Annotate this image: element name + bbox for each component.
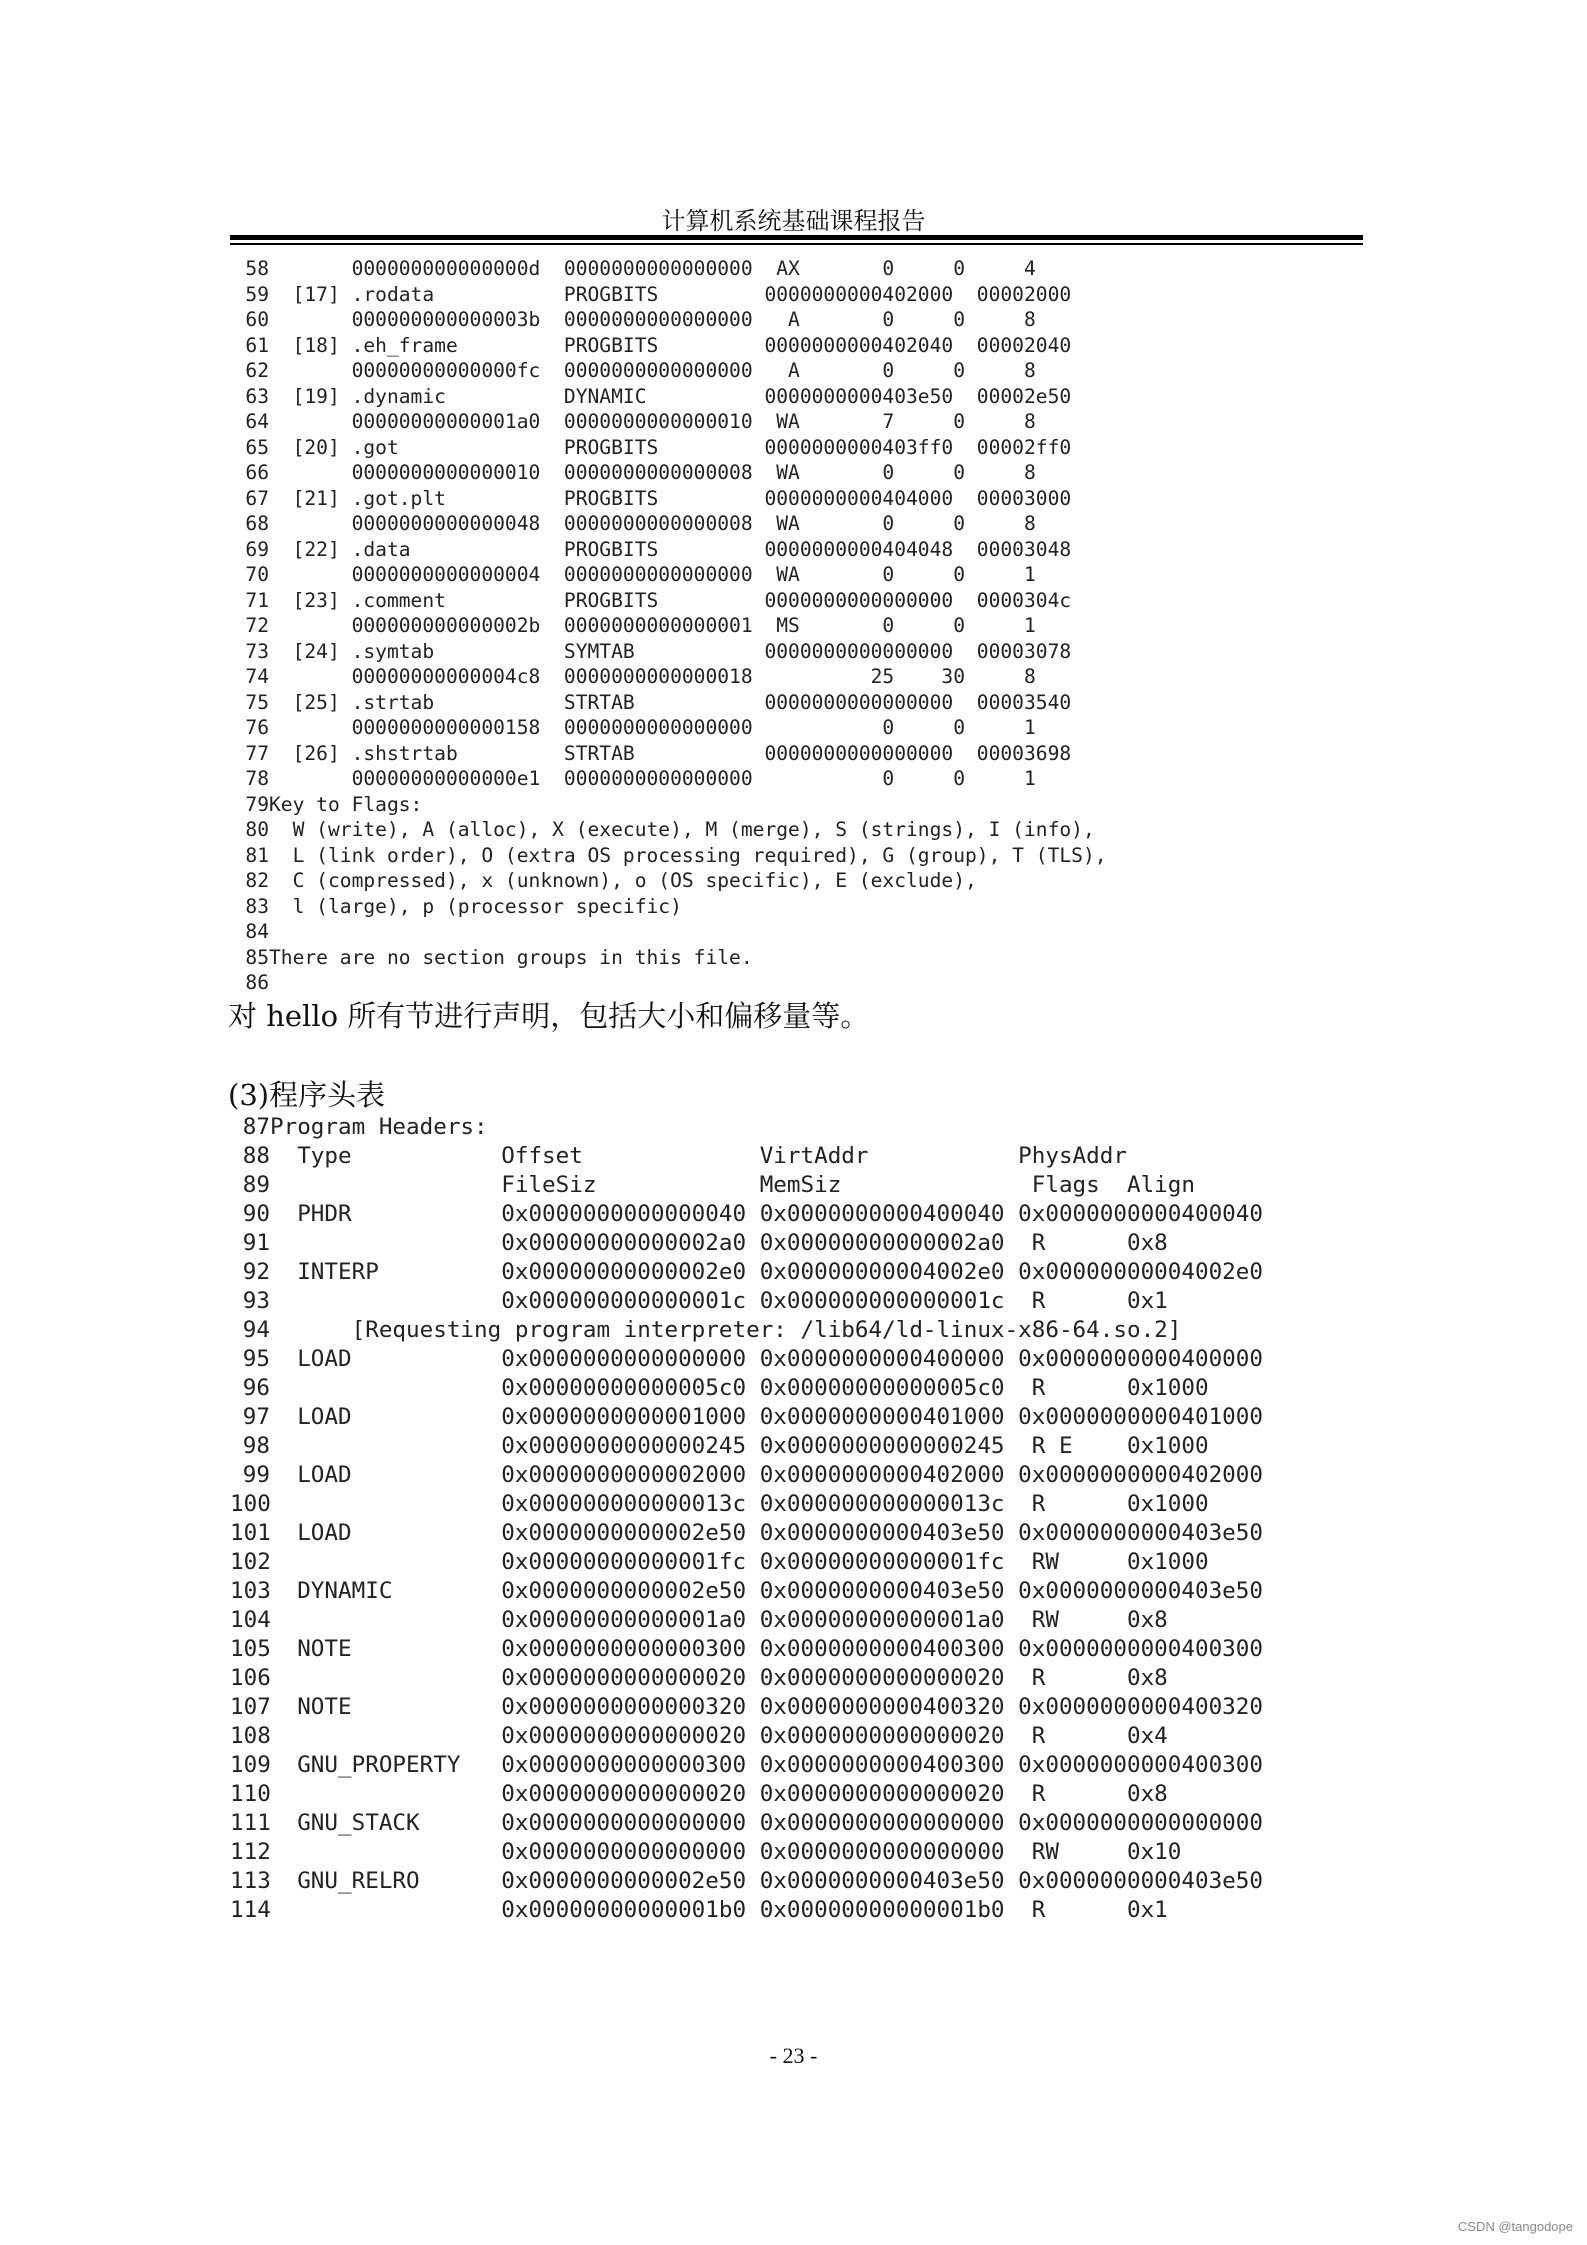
- line-number: 68: [245, 512, 269, 535]
- section-headers-code-block: [241, 256, 1107, 996]
- code-line: [241, 639, 1107, 665]
- code-text: Program Headers:: [270, 1114, 488, 1140]
- code-line: [230, 1432, 1263, 1461]
- line-number: 81: [245, 843, 269, 867]
- line-number: 69: [245, 537, 269, 561]
- code-text: 0x0000000000000020 0x0000000000000020 R 0x4: [270, 1723, 1168, 1749]
- code-text: GNU_RELRO 0x0000000000002e50 0x0000000000403e50 0x0000000000403e50: [270, 1868, 1263, 1894]
- code-text: 000000000000002b 0000000000000001 MS 0 0 1: [269, 614, 1036, 637]
- code-text: Key to Flags:: [269, 792, 423, 816]
- line-number: 92: [242, 1259, 270, 1285]
- code-line: [241, 894, 1107, 920]
- code-line: [230, 1867, 1263, 1896]
- line-number: 71: [245, 588, 269, 612]
- line-number: 82: [245, 869, 269, 892]
- line-number: 102: [230, 1549, 271, 1575]
- code-line: [241, 792, 1107, 818]
- code-text: [Requesting program interpreter: /lib64/ld-linux-x86-64.so.2]: [270, 1317, 1182, 1343]
- header-rule-thick: [230, 235, 1363, 240]
- code-text: 0x000000000000013c 0x000000000000013c R 0x1000: [270, 1491, 1209, 1517]
- code-text: NOTE 0x0000000000000300 0x0000000000400300 0x0000000000400300: [270, 1636, 1263, 1662]
- code-line: [241, 741, 1107, 767]
- line-number: 59: [245, 282, 269, 306]
- code-line: [241, 817, 1107, 843]
- line-number: 76: [245, 716, 269, 739]
- code-text: 0x0000000000000020 0x0000000000000020 R 0x8: [270, 1665, 1168, 1691]
- line-number: 90: [242, 1201, 270, 1227]
- line-number: 75: [245, 690, 269, 714]
- code-line: [230, 1548, 1263, 1577]
- line-number: 64: [245, 410, 269, 433]
- line-number: 106: [230, 1665, 271, 1691]
- code-text: LOAD 0x0000000000002e50 0x0000000000403e50 0x0000000000403e50: [270, 1520, 1263, 1546]
- line-number: 58: [245, 257, 269, 280]
- code-line: [230, 1635, 1263, 1664]
- line-number: 109: [230, 1752, 271, 1778]
- code-line: [230, 1838, 1263, 1867]
- page-number: - 23 -: [769, 2043, 818, 2068]
- code-line: [241, 358, 1107, 384]
- paragraph-section-description: 对 hello 所有节进行声明，包括大小和偏移量等。: [228, 999, 870, 1033]
- code-text: 0x0000000000000000 0x0000000000000000 RW 0x10: [270, 1839, 1182, 1865]
- code-line: [241, 511, 1107, 537]
- line-number: 63: [245, 384, 269, 408]
- line-number: 112: [230, 1839, 271, 1865]
- code-text: 00000000000000e1 0000000000000000 0 0 1: [269, 767, 1036, 790]
- code-text: [24] .symtab SYMTAB 0000000000000000 00003078: [269, 639, 1072, 663]
- line-number: 110: [230, 1781, 271, 1807]
- code-line: [241, 282, 1107, 308]
- line-number: 77: [245, 741, 269, 765]
- code-line: [230, 1142, 1263, 1171]
- code-text: 000000000000003b 0000000000000000 A 0 0 8: [269, 308, 1036, 331]
- code-line: [230, 1316, 1263, 1345]
- line-number: 108: [230, 1723, 271, 1749]
- code-line: [241, 970, 1107, 996]
- line-number: 96: [242, 1375, 270, 1401]
- code-line: [241, 664, 1107, 690]
- code-line: [241, 333, 1107, 359]
- code-line: [230, 1664, 1263, 1693]
- code-line: [230, 1171, 1263, 1200]
- code-line: [241, 945, 1107, 971]
- code-text: LOAD 0x0000000000002000 0x0000000000402000 0x0000000000402000: [270, 1462, 1263, 1488]
- code-text: GNU_PROPERTY 0x0000000000000300 0x0000000000400300 0x0000000000400300: [270, 1752, 1263, 1778]
- code-text: 0x00000000000005c0 0x00000000000005c0 R 0x1000: [270, 1375, 1209, 1401]
- line-number: 95: [242, 1346, 270, 1372]
- code-text: PHDR 0x0000000000000040 0x0000000000400040 0x0000000000400040: [270, 1201, 1263, 1227]
- code-text: C (compressed), x (unknown), o (OS specific), E (exclude),: [269, 869, 977, 892]
- code-line: [230, 1693, 1263, 1722]
- code-text: 0000000000000158 0000000000000000 0 0 1: [269, 716, 1036, 739]
- code-text: LOAD 0x0000000000001000 0x0000000000401000 0x0000000000401000: [270, 1404, 1263, 1430]
- line-number: 73: [245, 639, 269, 663]
- code-text: 0x0000000000000245 0x0000000000000245 R E 0x1000: [270, 1433, 1209, 1459]
- code-line: [230, 1722, 1263, 1751]
- line-number: 84: [245, 920, 269, 943]
- line-number: 89: [242, 1172, 270, 1198]
- code-text: [18] .eh_frame PROGBITS 0000000000402040 00002040: [269, 333, 1072, 357]
- line-number: 72: [245, 614, 269, 637]
- line-number: 62: [245, 359, 269, 382]
- line-number: 74: [245, 665, 269, 688]
- line-number: 111: [230, 1810, 271, 1836]
- code-line: [241, 384, 1107, 410]
- code-line: [241, 843, 1107, 869]
- program-headers-code-block: [230, 1113, 1263, 1925]
- code-text: 00000000000001a0 0000000000000010 WA 7 0 8: [269, 410, 1036, 433]
- code-text: 0x000000000000001c 0x000000000000001c R 0x1: [270, 1288, 1168, 1314]
- code-line: [241, 690, 1107, 716]
- code-text: There are no section groups in this file.: [269, 945, 753, 969]
- page-header-title: 计算机系统基础课程报告: [661, 207, 926, 235]
- code-text: [26] .shstrtab STRTAB 0000000000000000 00003698: [269, 741, 1072, 765]
- code-line: [230, 1113, 1263, 1142]
- line-number: 98: [242, 1433, 270, 1459]
- line-number: 93: [242, 1288, 270, 1314]
- code-text: 0x00000000000001fc 0x00000000000001fc RW 0x1000: [270, 1549, 1209, 1575]
- code-line: [241, 919, 1107, 945]
- line-number: 61: [245, 333, 269, 357]
- line-number: 86: [245, 971, 269, 994]
- line-number: 104: [230, 1607, 271, 1633]
- header-rule-thin: [230, 243, 1363, 245]
- code-text: DYNAMIC 0x0000000000002e50 0x0000000000403e50 0x0000000000403e50: [270, 1578, 1263, 1604]
- line-number: 83: [245, 894, 269, 918]
- line-number: 70: [245, 563, 269, 586]
- code-line: [230, 1403, 1263, 1432]
- code-line: [230, 1751, 1263, 1780]
- code-line: [230, 1490, 1263, 1519]
- code-line: [230, 1461, 1263, 1490]
- code-line: [241, 409, 1107, 435]
- code-line: [230, 1374, 1263, 1403]
- line-number: 88: [242, 1143, 270, 1169]
- line-number: 103: [230, 1578, 271, 1604]
- code-line: [241, 486, 1107, 512]
- code-text: NOTE 0x0000000000000320 0x0000000000400320 0x0000000000400320: [270, 1694, 1263, 1720]
- line-number: 85: [245, 945, 269, 969]
- code-text: 0x00000000000001b0 0x00000000000001b0 R 0x1: [270, 1897, 1168, 1923]
- code-line: [230, 1287, 1263, 1316]
- code-text: [19] .dynamic DYNAMIC 0000000000403e50 00002e50: [269, 384, 1072, 408]
- code-text: 0x0000000000000020 0x0000000000000020 R 0x8: [270, 1781, 1168, 1807]
- line-number: 94: [242, 1317, 270, 1343]
- code-text: [21] .got.plt PROGBITS 0000000000404000 00003000: [269, 486, 1072, 510]
- code-line: [241, 766, 1107, 792]
- line-number: 91: [242, 1230, 270, 1256]
- code-line: [241, 256, 1107, 282]
- code-line: [241, 460, 1107, 486]
- code-text: 0000000000000048 0000000000000008 WA 0 0 8: [269, 512, 1036, 535]
- line-number: 79: [245, 792, 269, 816]
- line-number: 105: [230, 1636, 271, 1662]
- code-text: 0x00000000000002a0 0x00000000000002a0 R 0x8: [270, 1230, 1168, 1256]
- code-line: [241, 537, 1107, 563]
- code-text: LOAD 0x0000000000000000 0x0000000000400000 0x0000000000400000: [270, 1346, 1263, 1372]
- heading-program-headers: (3)程序头表: [228, 1078, 386, 1112]
- line-number: 114: [230, 1897, 271, 1923]
- code-line: [230, 1519, 1263, 1548]
- code-line: [241, 562, 1107, 588]
- line-number: 65: [245, 435, 269, 459]
- line-number: 78: [245, 767, 269, 790]
- code-text: 0000000000000010 0000000000000008 WA 0 0 8: [269, 461, 1036, 484]
- code-text: L (link order), O (extra OS processing required), G (group), T (TLS),: [269, 843, 1107, 867]
- code-line: [230, 1809, 1263, 1838]
- code-line: [230, 1896, 1263, 1925]
- code-text: 0x00000000000001a0 0x00000000000001a0 RW 0x8: [270, 1607, 1168, 1633]
- code-text: Type Offset VirtAddr PhysAddr: [270, 1143, 1127, 1169]
- code-line: [230, 1780, 1263, 1809]
- code-text: [20] .got PROGBITS 0000000000403ff0 00002ff0: [269, 435, 1072, 459]
- line-number: 101: [230, 1520, 271, 1546]
- code-text: INTERP 0x00000000000002e0 0x00000000004002e0 0x00000000004002e0: [270, 1259, 1263, 1285]
- code-text: 00000000000004c8 0000000000000018 25 30 8: [269, 665, 1036, 688]
- line-number: 60: [245, 308, 269, 331]
- code-line: [241, 435, 1107, 461]
- watermark: CSDN @tangodope: [1457, 2219, 1573, 2234]
- code-line: [230, 1258, 1263, 1287]
- code-text: [25] .strtab STRTAB 0000000000000000 00003540: [269, 690, 1072, 714]
- code-text: [22] .data PROGBITS 0000000000404048 00003048: [269, 537, 1072, 561]
- code-text: [23] .comment PROGBITS 0000000000000000 0000304c: [269, 588, 1072, 612]
- line-number: 97: [242, 1404, 270, 1430]
- line-number: 87: [242, 1114, 270, 1140]
- code-line: [230, 1200, 1263, 1229]
- code-text: 0000000000000004 0000000000000000 WA 0 0 1: [269, 563, 1036, 586]
- code-text: 000000000000000d 0000000000000000 AX 0 0 4: [269, 257, 1036, 280]
- code-text: 00000000000000fc 0000000000000000 A 0 0 8: [269, 359, 1036, 382]
- code-text: [17] .rodata PROGBITS 0000000000402000 00002000: [269, 282, 1072, 306]
- code-line: [230, 1577, 1263, 1606]
- code-line: [230, 1606, 1263, 1635]
- code-line: [241, 613, 1107, 639]
- line-number: 99: [242, 1462, 270, 1488]
- code-text: FileSiz MemSiz Flags Align: [270, 1172, 1195, 1198]
- line-number: 100: [230, 1491, 271, 1517]
- code-line: [241, 715, 1107, 741]
- code-line: [230, 1345, 1263, 1374]
- code-line: [230, 1229, 1263, 1258]
- code-line: [241, 868, 1107, 894]
- code-line: [241, 588, 1107, 614]
- code-text: l (large), p (processor specific): [269, 894, 682, 918]
- line-number: 113: [230, 1868, 271, 1894]
- line-number: 107: [230, 1694, 271, 1720]
- line-number: 67: [245, 486, 269, 510]
- code-text: GNU_STACK 0x0000000000000000 0x0000000000000000 0x0000000000000000: [270, 1810, 1263, 1836]
- line-number: 66: [245, 461, 269, 484]
- code-text: W (write), A (alloc), X (execute), M (merge), S (strings), I (info),: [269, 818, 1095, 841]
- line-number: 80: [245, 818, 269, 841]
- code-line: [241, 307, 1107, 333]
